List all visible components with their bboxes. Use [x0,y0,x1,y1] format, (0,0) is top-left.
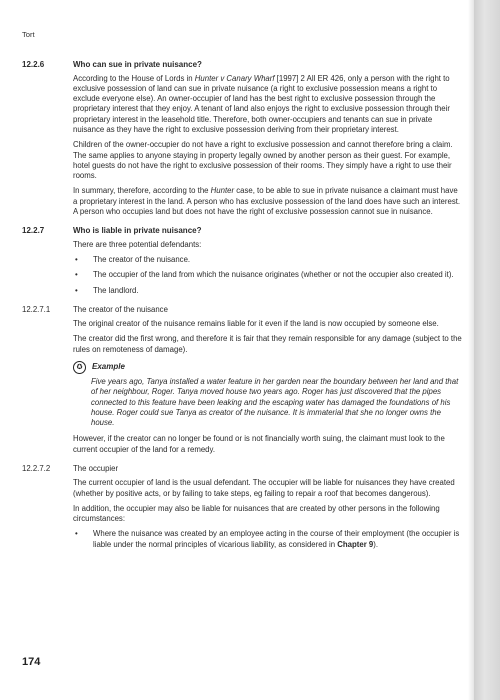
section-heading-12-2-6 [22,60,462,71]
bullet: • [75,255,78,265]
list-item [73,270,462,280]
section-number: 12.2.6 [22,60,45,69]
paragraph-intro: There are three potential defendants: [73,239,202,249]
list-item [73,255,462,265]
list-item-text [93,529,462,550]
bullet: • [75,270,78,280]
bullet: • [75,285,78,295]
list-item [73,286,462,296]
text-run: ). [373,539,379,549]
paragraph-creator-liable: The original creator of the nuisance remains liable for it even if the land is now occupied by someone else. [73,319,439,329]
paragraph-others: In addition, the occupier may also be liable for nuisances that are created by other persons in the following circumstances: [73,503,440,524]
example-text: Five years ago, Tanya installed a water feature in her garden near the boundary between her land and that of her neighbour, Roger. Tanya moved house two years ago. Roger has just discovered that the pipes connected to this feature have been leaking and the escaping water has damaged the foundations of his house. Roger could sue Tanya as creator of the nuisance. It is immaterial that she no longer owns the house. [91,377,459,428]
case-name: Hunter [210,186,235,196]
running-head: Tort [22,30,35,39]
section-number: 12.2.7.2 [22,463,51,473]
section-title: The occupier [73,463,119,473]
text-run: According to the House of Lords in [73,73,195,83]
text-run: [1997] 2 All ER 426, only a person with the right to exclusive possession of land can sue in private nuisance (a right to exclusive possession means a right to exclude everyone else). An owner-occupier of land has the best right to exclusive possession through the proprietary interest that they enjoy. A tenant of land also enjoys the right to exclusive possession through their proprietary interest in the leasehold title. Therefore, both owner-occupiers and tenants can sue in private nuisance as they have the right to exclusive possession deriving from their proprietary interest. [73,73,450,134]
bullet: • [75,529,78,539]
text-run: Where the nuisance was created by an employee acting in the course of their employment (the occupier is liable under the normal principles of vicarious liability, as considered in [93,529,460,549]
chapter-reference: Chapter 9 [337,539,374,549]
section-title: Who is liable in private nuisance? [73,226,202,236]
paragraph-summary [73,186,462,217]
paragraph-children: Children of the owner-occupier do not have a right to exclusive possession and cannot therefore bring a claim. The same applies to anyone staying in property legally owned by another person as their guest. For example, hotel guests do not have the right to exclusive possession of their rooms. They simply have a right to use their rooms. [73,140,453,181]
subsection-heading-12-2-7-1 [22,305,462,315]
paragraph-occupier: The current occupier of land is the usual defendant. The occupier will be liable for nuisances they have created (whether by positive acts, or by failing to take steps, eg failing to repair a roof that becomes dangerous). [73,478,455,498]
paragraph-first-wrong: The creator did the first wrong, and therefore it is fair that they remain responsible for any damage (subject to the rules on remoteness of damage). [73,334,462,354]
section-number: 12.2.7.1 [22,304,51,314]
page-content [22,60,462,555]
example-label: Example [92,362,125,372]
text-run: In summary, therefore, according to the [73,186,211,196]
text-run: case, to be able to sue in private nuisance a claimant must have a proprietary interest in the land. A person who has exclusive possession of the land does have such an interest. A person who occupies land but does not have the right of exclusive possession cannot sue in nuisance. [73,186,461,216]
page-number: 174 [22,656,41,668]
subsection-heading-12-2-7-2 [22,464,462,474]
section-title: The creator of the nuisance [73,304,168,314]
list-item [73,529,462,550]
paragraph-creator-not-found: However, if the creator can no longer be found or is not financially worth suing, the claimant must look to the current occupier of the land for a remedy. [73,434,445,454]
case-name: Hunter v Canary Wharf [194,73,275,83]
section-title: Who can sue in private nuisance? [73,60,202,69]
star-circle-icon: ✪ [73,361,86,374]
section-heading-12-2-7 [22,226,462,237]
page-edge [474,0,500,700]
example-header [73,361,462,374]
list-item-text: The landlord. [93,285,139,295]
list-item-text: The occupier of the land from which the nuisance originates (whether or not the occupier also created it). [93,270,454,280]
list-item-text: The creator of the nuisance. [93,255,191,265]
section-number: 12.2.7 [22,226,45,236]
paragraph-hunter [73,74,462,136]
